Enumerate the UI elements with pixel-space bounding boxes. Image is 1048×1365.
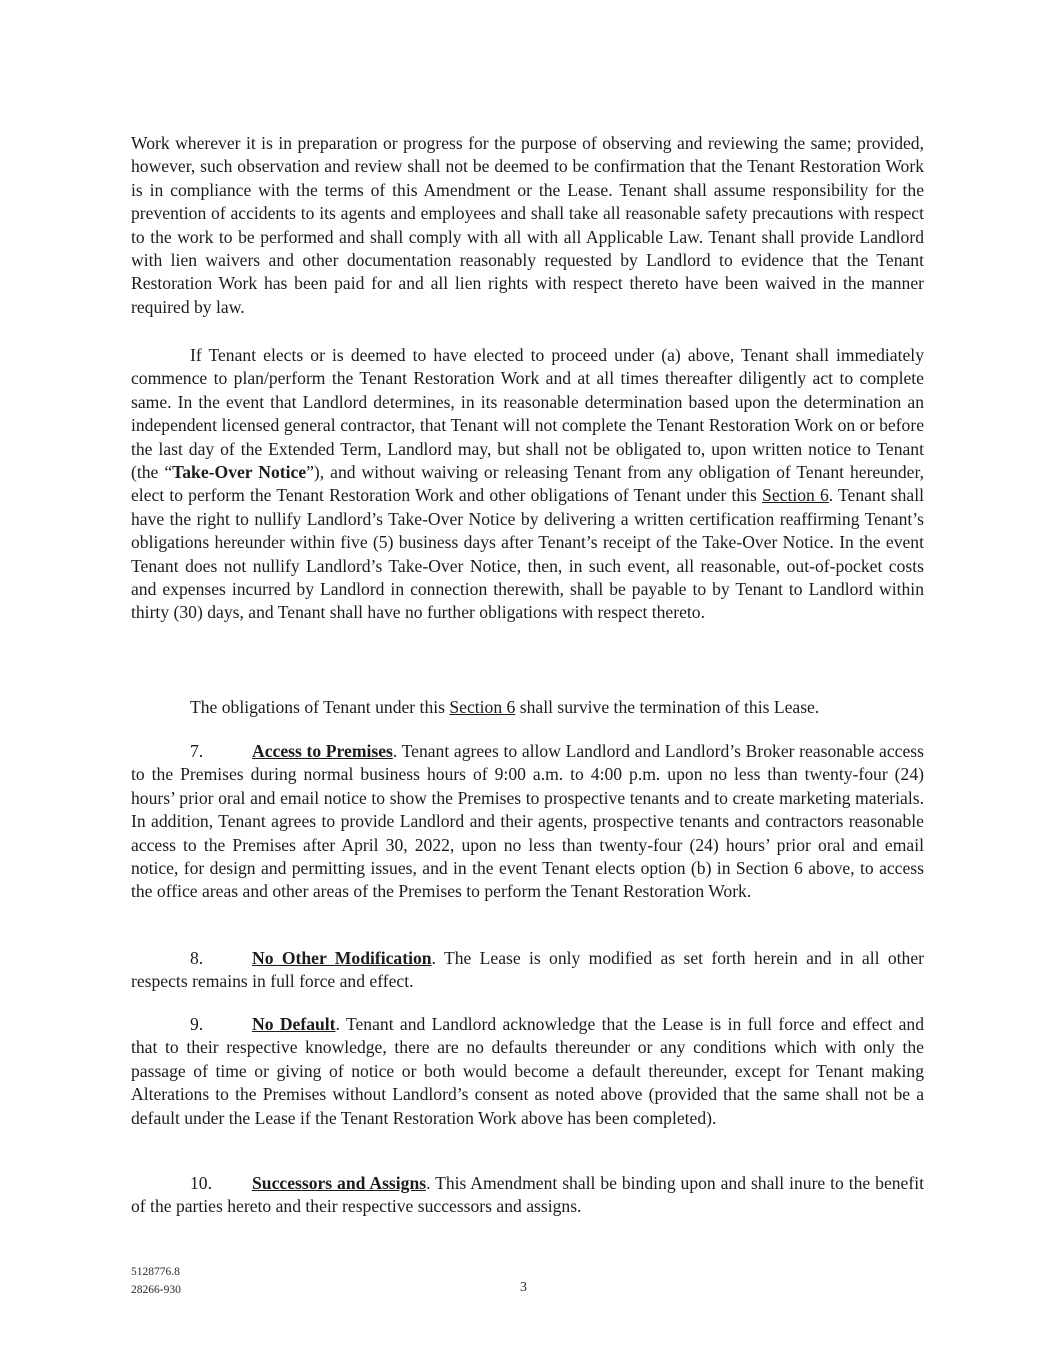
section-successors-and-assigns <box>131 1172 924 1219</box>
paragraph-tenant-restoration-continued <box>131 132 924 319</box>
defined-term-take-over-notice: Take-Over Notice <box>172 462 307 483</box>
section-body: . Tenant and Landlord acknowledge that the Lease is in full force and effect and that to their respective knowledge, there are no defaults thereunder or any conditions which with only the passage of time or giving of notice or both would become a default thereunder, except for Tenant making Alterations to the Premises without Landlord’s consent as noted above (provided that the same shall not be a default under the Lease if the Tenant Restoration Work above has been completed). <box>131 1014 924 1128</box>
paragraph-text-part: If Tenant elects or is deemed to have elected to proceed under (a) above, Tenant shall immediately commence to plan/perform the Tenant Restoration Work and at all times thereafter diligently act to complete same. In the event that Landlord determines, in its reasonable determination based upon the determination an independent licensed general contractor, that Tenant will not complete the Tenant Restoration Work on or before the last day of the Extended Term, Landlord may, but shall not be obligated to, upon written notice to Tenant (the “ <box>131 345 924 483</box>
section-body: . Tenant agrees to allow Landlord and Landlord’s Broker reasonable access to the Premises during normal business hours of 9:00 a.m. to 4:00 p.m. upon no less than twenty-four (24) hours’ prior oral and email notice to show the Premises to prospective tenants and to create marketing materials. In addition, Tenant agrees to provide Landlord and their agents, prospective tenants and contractors reasonable access to the Premises after April 30, 2022, upon no less than twenty-four (24) hours’ prior oral and email notice, for design and permitting issues, and in the event Tenant elects option (b) in Section 6 above, to access the office areas and other areas of the Premises to perform the Tenant Restoration Work. <box>131 741 924 902</box>
section-heading: Successors and Assigns <box>252 1173 427 1193</box>
section-number: 7. <box>190 741 204 761</box>
page-number: 3 <box>520 1280 527 1295</box>
section-reference: Section 6 <box>762 485 829 506</box>
paragraph-text: Work wherever it is in preparation or progress for the purpose of observing and reviewing the same; provided, however, such observation and review shall not be deemed to be confirmation that the Tenant Restoration Work is in compliance with the terms of this Amendment or the Lease. Tenant shall assume responsibility for the prevention of accidents to its agents and employees and shall take all reasonable safety precautions with respect to the work to be performed and shall comply with all with all Applicable Law. Tenant shall provide Landlord with lien waivers and other documentation reasonably requested by Landlord to evidence that the Tenant Restoration Work has been paid for and all lien rights with respect thereto have been waived in the manner required by law. <box>131 133 924 317</box>
paragraph-text-part: The obligations of Tenant under this <box>190 697 450 717</box>
section-number: 9. <box>190 1014 204 1034</box>
paragraph-text-part: ”), and without waiving or releasing Tenant from any obligation of Tenant hereunder, elect to perform the Tenant Restoration Work and other obligations of Tenant under this <box>131 462 924 506</box>
section-body: . This Amendment shall be binding upon and shall inure to the benefit of the parties hereto and their respective successors and assigns. <box>131 1173 924 1217</box>
section-reference: Section 6 <box>449 697 516 717</box>
section-access-to-premises <box>131 740 924 904</box>
paragraph-survival <box>131 696 924 719</box>
section-heading: Access to Premises <box>252 741 393 761</box>
section-number: 10. <box>190 1173 212 1193</box>
footer-document-ids <box>131 1263 181 1299</box>
paragraph-take-over-notice <box>131 344 924 625</box>
section-body: . The Lease is only modified as set forth herein and in all other respects remains in full force and effect. <box>131 948 924 992</box>
section-no-other-modification <box>131 947 924 994</box>
section-number: 8. <box>190 948 204 968</box>
section-heading: No Other Modification <box>252 948 432 968</box>
paragraph-text-part: shall survive the termination of this Lease. <box>515 697 820 717</box>
document-id: 5128776.8 <box>131 1266 180 1278</box>
section-no-default <box>131 1013 924 1130</box>
matter-id: 28266-930 <box>131 1284 181 1296</box>
section-heading: No Default <box>252 1014 336 1034</box>
paragraph-text-part: . Tenant shall have the right to nullify Landlord’s Take-Over Notice by delivering a written certification reaffirming Tenant’s obligations hereunder within five (5) business days after Tenant’s receipt of the Take-Over Notice. In the event Tenant does not nullify Landlord’s Take-Over Notice, then, in such event, all reasonable, out-of-pocket costs and expenses incurred by Landlord in connection therewith, shall be payable to by Tenant to Landlord within thirty (30) days, and Tenant shall have no further obligations with respect thereto. <box>131 485 924 623</box>
